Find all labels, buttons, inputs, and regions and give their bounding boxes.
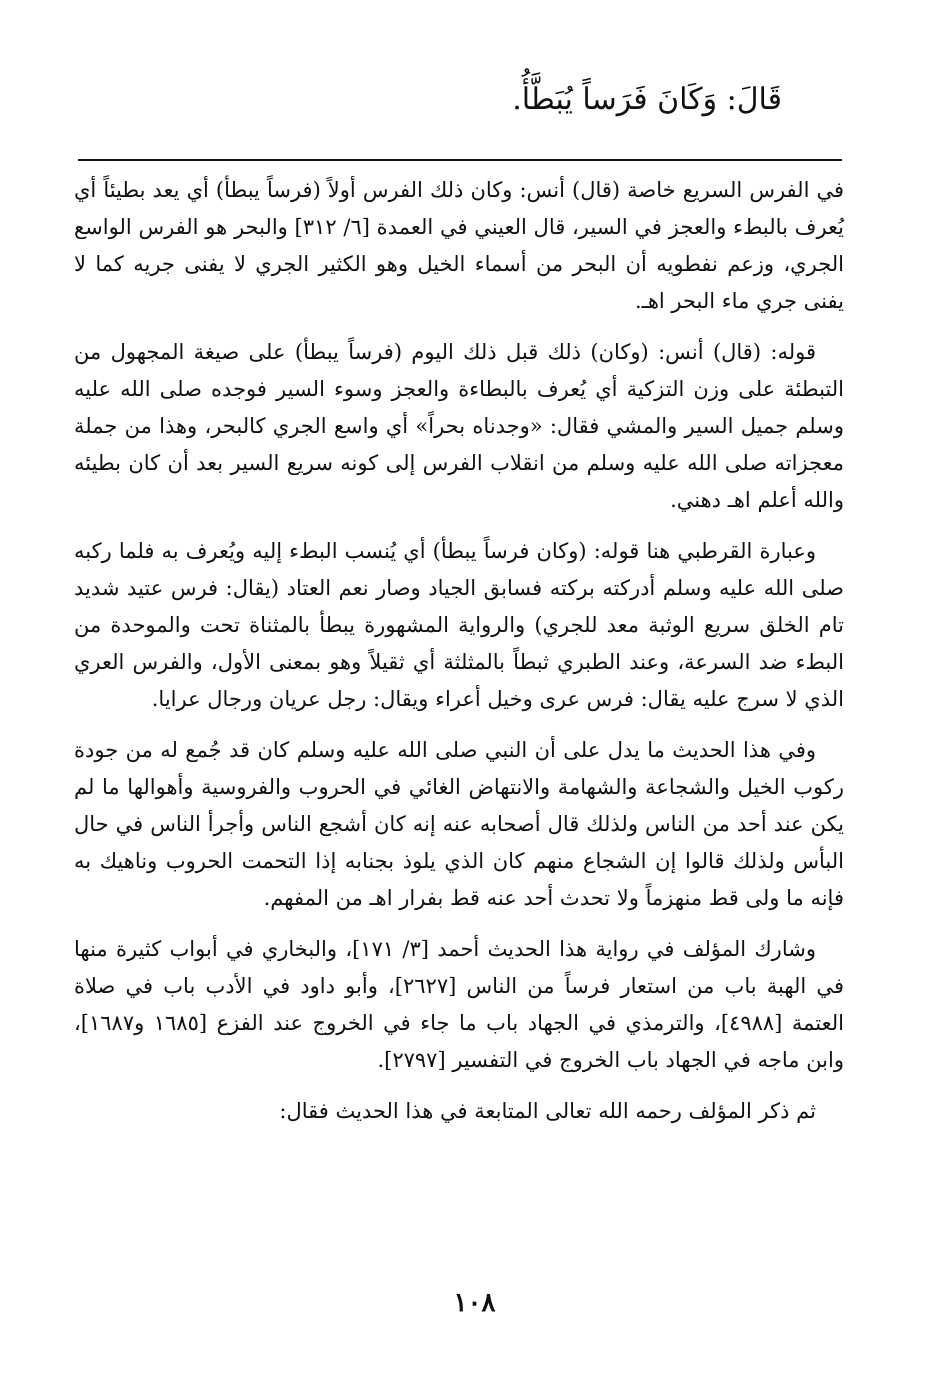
page-number: ١٠٨ (453, 1288, 496, 1318)
commentary-paragraph-3: وعبارة القرطبي هنا قوله: (وكان فرساً يبطأ) أي يُنسب البطء إليه ويُعرف به فلما ركبه صلى الله عليه وسلم أدركته بركته فسابق الجياد وصار نعم العتاد (يقال: فرس عتيد شديد تام الخلق سريع الوثبة معد للجري) والرواية المشهورة يبطأ بالمثناة تحت والموحدة من البطء ضد السرعة، وعند الطبري ثبطاً بالمثلثة أي ثقيلاً وهو بمعنى الأول، والفرس العري الذي لا سرج عليه يقال: فرس عرى وخيل أعراء ويقال: رجل عريان ورجال عرايا. (74, 539, 844, 711)
commentary-paragraph-4: وفي هذا الحديث ما يدل على أن النبي صلى الله عليه وسلم كان قد جُمع له من جودة ركوب الخيل والشجاعة والشهامة والانتهاض الغائي في الحروب والفروسية وأهوالها ما لم يكن عند أحد من الناس ولذلك قال أصحابه عنه إنه كان أشجع الناس وأجرأ الناس في حال البأس ولذلك قالوا إن الشجاع منهم كان الذي يلوذ بجنابه إذا التحمت الحروب وناهيك به فإنه ما ولى قط منهزماً ولا تحدث أحد عنه قط بفرار اهـ من المفهم. (74, 738, 844, 910)
commentary-body (74, 172, 844, 1144)
commentary-paragraph-1: في الفرس السريع خاصة (قال) أنس: وكان ذلك الفرس أولاً (فرساً يبطأ) أي يعد بطيئاً أي يُعرف بالبطء والعجز في السير، قال العيني في العمدة [٦/ ٣١٢] والبحر هو الفرس الواسع الجري، وزعم نفطويه أن البحر من أسماء الخيل وهو الكثير الجري لا يفنى جريه كما لا يفنى جري ماء البحر اهـ. (74, 178, 845, 313)
separator-rule (78, 159, 842, 161)
commentary-paragraph-5: وشارك المؤلف في رواية هذا الحديث أحمد [٣/ ١٧١]، والبخاري في أبواب كثيرة منها في الهبة باب من استعار فرساً من الناس [٢٦٢٧]، وأبو داود في الأدب باب في صلاة العتمة [٤٩٨٨]، والترمذي في الجهاد باب ما جاء في الخروج عند الفزع [١٦٨٥ و١٦٨٧]، وابن ماجه في الجهاد باب الخروج في التفسير [٢٧٩٧]. (74, 937, 844, 1072)
hadith-matn-line: قَالَ: وَكَانَ فَرَساً يُبَطَّأُ. (512, 82, 782, 117)
commentary-paragraph-2: قوله: (قال) أنس: (وكان) ذلك قبل ذلك اليوم (فرساً يبطأ) على صيغة المجهول من التبطئة على وزن التزكية أي يُعرف بالبطاءة والعجز وسوء السير فوجده صلى الله عليه وسلم جميل السير والمشي فقال: «وجدناه بحراً» أي واسع الجري كالبحر، وهذا من جملة معجزاته صلى الله عليه وسلم من انقلاب الفرس إلى كونه سريع السير بعد أن كان بطيئه والله أعلم اهـ دهني. (74, 340, 844, 512)
commentary-paragraph-6: ثم ذكر المؤلف رحمه الله تعالى المتابعة في هذا الحديث فقال: (279, 1099, 816, 1123)
